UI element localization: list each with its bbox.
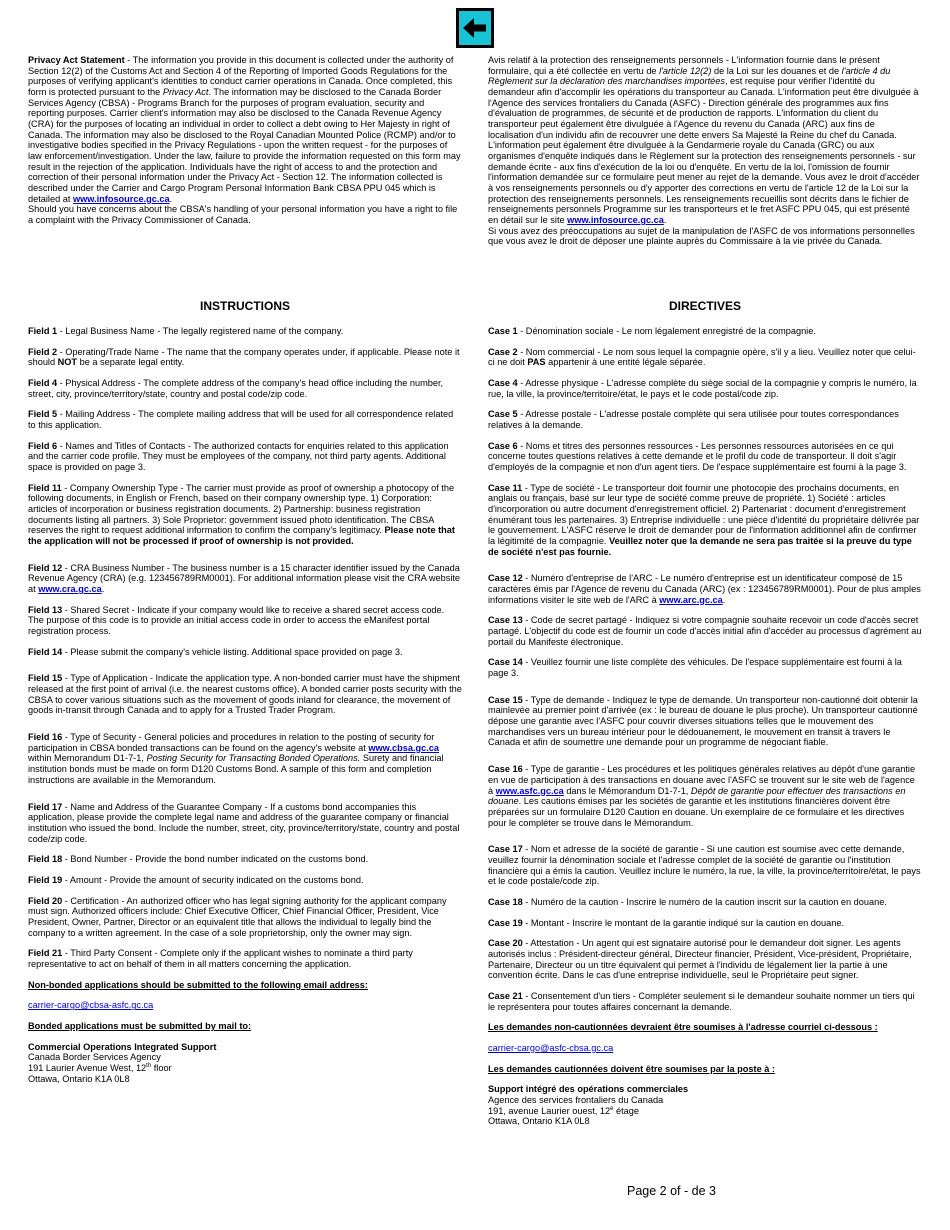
- field-13-instruction: [28, 605, 462, 637]
- address-line-2: Canada Border Services Agency: [28, 1052, 161, 1063]
- field-label: Field 14: [28, 646, 63, 657]
- field-20-instruction: [28, 896, 462, 939]
- address-line-4: Ottawa, Ontario K1A 0L8: [488, 1116, 590, 1127]
- email-link[interactable]: carrier-cargo@cbsa-asfc.gc.ca: [28, 1000, 154, 1011]
- address-line-3: [28, 1063, 462, 1074]
- field-text: - Operating/Trade Name - The name that the company operates under, if applicable. Please note it should: [28, 346, 460, 368]
- field-17-instruction: [28, 802, 462, 845]
- field-text: appartenir à une entité légale séparée.: [545, 357, 706, 368]
- field-text: - Amount - Provide the amount of security indicated on the customs bond.: [62, 874, 364, 885]
- arc-link[interactable]: www.arc.gc.ca: [659, 594, 723, 605]
- back-button[interactable]: [456, 8, 494, 48]
- address-line-4: Ottawa, Ontario K1A 0L8: [28, 1073, 130, 1084]
- arrow-left-icon: [461, 15, 489, 41]
- field-label: Field 16: [28, 732, 63, 743]
- field-text: Surety and financial institution bonds must be made on form D120 Customs Bond. A sample of this form and completion instructions are available in the Memorandum.: [28, 753, 444, 785]
- mailing-address-fr: [488, 1084, 922, 1127]
- field-text: - Shared Secret - Indicate if your company would like to receive a shared secret access code. The purpose of this code is to provide an initial access code in order to access the eManifest portal registration process.: [28, 604, 445, 637]
- field-label: Field 1: [28, 326, 58, 336]
- address-line-1: Commercial Operations Integrated Support: [28, 1041, 217, 1052]
- field-text: - Company Ownership Type - The carrier must provide as proof of ownership a photocopy of the following documents, in English or French, based on their company ownership type. 1) Corporation: articles of incorporation or business registration documents. 2) Partnership: business registration documents listing all partners. 3) Sole Proprietor: government issued photo identification. The CBSA reserves the right to request additional information to confirm the company's legitimacy.: [28, 482, 455, 536]
- field-text: dans le Mémorandum D1-7-1,: [563, 785, 691, 796]
- privacy-act-name: Privacy Act: [162, 87, 209, 98]
- field-text: - Dénomination sociale - Le nom légalement enregistré de la compagnie.: [517, 326, 816, 336]
- infosource-link-fr[interactable]: www.infosource.gc.ca: [567, 215, 664, 226]
- page-number: Page 2 of - de 3: [627, 1184, 716, 1198]
- field-label: Case 1: [488, 326, 518, 336]
- case-20-directive: [488, 938, 922, 981]
- field-text: .: [101, 584, 105, 595]
- field-label: Field 12: [28, 562, 63, 573]
- field-text: - Type of Application - Indicate the application type. A non-bonded carrier must have the shipment released at the first point of arrival (i.e. the nearest customs office). A bonded carrier posts security with the CBSA to cover various situations such as the movement of goods inland for clearance, the movement of goods in-transit through Canada and to apply for a Trusted Trader Program.: [28, 673, 462, 716]
- case-11-directive: [488, 483, 922, 558]
- field-label: Case 15: [488, 694, 523, 705]
- field-16-instruction: [28, 732, 462, 785]
- case-15-directive: [488, 695, 922, 748]
- field-text: - Third Party Consent - Complete only if the applicant wishes to nominate a third party representative to act on behalf of them in all matters concerning the application.: [28, 948, 413, 969]
- field-text: - Type de société - Le transporteur doit fournir une photocopie des prochains documents, en anglais ou français, basé sur leur type de société comme preuve de propriété. 1) Société : articles d'incorporation ou autre document d'enregistrement officiel. 2) Partenariat : document d'enregistrement énumérant tous les partenaires. 3) Entreprise individuelle : une pièce d'identité du propriétaire délivrée par le gouvernement. L'ASFC réserve le droit de demander pour de l'information additionnel afin de confirmer la légitimité de la compagnie.: [488, 482, 920, 547]
- privacy-article: l'article 4 du Règlement sur la déclaration des marchandises importées: [488, 65, 891, 87]
- field-label: Case 11: [488, 482, 523, 493]
- privacy-text: . The information may be disclosed to the Canada Border Services Agency (CBSA) - Programs Branch for the purposes of program evaluation, security and reporting purposes. Carrier client's information may also be disclosed to the Canada Revenue Agency (CRA) for the purposes of locating an individual in order to collect a debt owing to Her Majesty in right of Canada. The information may also be disclosed to the Royal Canadian Mounted Police (RCMP) and/or to investigative bodies specified in the Privacy Regulations - upon the written request - for the purposes of law enforcement/investigation. Under the law, failure to provide the information requested on this form may result in the rejection of the application. Individuals have the right of access to and the protection and correction of their personal information under the Privacy Act - Section 12. The information collected is described under the Carrier and Cargo Program Personal Information Bank CBSA PPU 045 which is detailed at: [28, 87, 461, 204]
- field-emphasis: NOT: [57, 357, 78, 368]
- field-text: - Numéro de la caution - Inscrire le numéro de la caution inscrit sur la caution en douane.: [522, 896, 887, 907]
- field-text: - CRA Business Number - The business number is a 15 character identifier issued by the Canada Revenue Agency (CRA) (e.g. 123456789RM0001). For additional information please visit the CRA website at: [28, 562, 461, 595]
- field-2-instruction: [28, 347, 462, 368]
- field-text: be a separate legal entity.: [77, 357, 185, 368]
- privacy-text: , est requise pour vérifier l'identité du demandeur afin d'accomplir les opérations du transporteur au Canada. L'information peut être divulguée à l'Agence des services frontaliers du Canada (ASFC) - Direction générale des programmes aux fins d'évaluation de programmes, de sécurité et de production de rapports. L'information du client du transporteur peut également être divulguée à l'Agence du revenu du Canada (ARC) aux fins de localisation d'un individu afin de recouvrer une dette envers Sa Majesté la Reine du chef du Canada. L'information peut également être divulguée à la Gendarmerie royale du Canada (GRC) ou aux organismes d'enquête indiqués dans le Règlement sur la protection des renseignements personnels - sur demande écrite - aux fins d'exécution de la loi ou d'enquête. En vertu de la loi, l'omission de fournir l'information demandée sur ce formulaire peut mener au rejet de la demande. Vous avez le droit d'accéder à vos renseignements personnels ou d'y apporter des corrections en vertu de l'article 12 de la Loi sur la protection des renseignements personnels. Les renseignements recueillis sont décrits dans le fichier de renseignements personnels Programme sur les transporteurs et le fret ASFC PPU 045, qui est présenté en détail sur le site: [488, 76, 920, 226]
- field-label: Case 19: [488, 917, 523, 928]
- privacy-text: .: [663, 215, 667, 226]
- field-text: - Legal Business Name - The legally registered name of the company.: [57, 326, 344, 336]
- field-label: Field 21: [28, 948, 63, 959]
- field-text: within Memorandum D1-7-1,: [28, 753, 147, 764]
- field-label: Case 4: [488, 378, 518, 389]
- case-12-directive: [488, 573, 922, 605]
- case-18-directive: [488, 897, 922, 908]
- field-label: Case 21: [488, 990, 523, 1001]
- privacy-paragraph-fr: [488, 55, 922, 226]
- field-label: Field 11: [28, 482, 62, 493]
- field-label: Field 17: [28, 801, 63, 812]
- field-label: Case 12: [488, 573, 523, 584]
- privacy-complaint-fr: Si vous avez des préoccupations au sujet de la manipulation de l'ASFC de vos informations personnelles que vous avez le droit de déposer une plainte auprès du Commissaire à la vie privée du Canada.: [488, 225, 915, 247]
- nonbonded-heading: Non-bonded applications should be submitted to the following email address:: [28, 979, 368, 990]
- case-4-directive: [488, 378, 922, 399]
- address-sup: th: [146, 1062, 152, 1069]
- instructions-en: [28, 326, 462, 1084]
- email-link-fr[interactable]: carrier-cargo@asfc-cbsa.gc.ca: [488, 1042, 614, 1053]
- address-floor: floor: [151, 1062, 172, 1073]
- field-text: - Consentement d'un tiers - Compléter seulement si le demandeur souhaite nommer un tiers qui le représentera pour toutes affaires concernant la demande.: [488, 990, 915, 1012]
- mailing-address: [28, 1042, 462, 1085]
- field-14-instruction: [28, 647, 462, 658]
- field-text: - Type de garantie - Les procédures et les politiques générales relatives au dépôt d'une garantie en vue de participation à des transactions en douane avec l'ASFC se trouvent sur le site web de l'agence à: [488, 764, 916, 796]
- field-label: Case 14: [488, 657, 523, 668]
- field-emphasis: Veuillez noter que la demande ne sera pas traitée si la preuve du type de société n'est pas fournie.: [488, 536, 912, 557]
- case-5-directive: [488, 409, 922, 430]
- field-text: - Type de demande - Indiquez le type de demande. Un transporteur non-cautionné doit obtenir la mainlevée au premier point d'arrivée (ex : le bureau de douane le plus proche). Un transporteur cautionné dépose une garantie avec l'ASFC pour couvrir diverses situations telles que le mouvement des marchandises vers un bureau intérieur pour le dédouanement, le mouvement en transit à travers le Canada et afin de soumettre une demande pour un programme de négociant fiable.: [488, 694, 918, 748]
- field-text: - Veuillez fournir une liste complète des véhicules. De l'espace supplémentaire est fourni à la page 3.: [488, 657, 902, 679]
- field-text: - Names and Titles of Contacts - The authorized contacts for enquiries related to this application and the carrier code profile. They must be employees of the company, not third party agents. Additional space is provided on page 3.: [28, 440, 449, 473]
- field-label: Case 2: [488, 346, 518, 357]
- privacy-statement-fr: [488, 55, 922, 247]
- field-label: Case 5: [488, 409, 518, 420]
- field-12-instruction: [28, 563, 462, 595]
- case-19-directive: [488, 918, 922, 929]
- address-street: 191, avenue Laurier ouest, 12: [488, 1105, 611, 1116]
- field-label: Field 2: [28, 346, 58, 357]
- privacy-text: Avis relatif à la protection des renseignements personnels - L'information fournie dans le présent formulaire, qui a été collectée en vertu de: [488, 55, 880, 76]
- privacy-complaint-en: Should you have concerns about the CBSA's handling of your personal information you have a right to file a complaint with the Privacy Commissioner of Canada.: [28, 204, 458, 226]
- field-15-instruction: [28, 673, 462, 716]
- address-line-2: Agence des services frontaliers du Canada: [488, 1094, 664, 1105]
- address-floor: étage: [613, 1105, 639, 1116]
- field-text: - Nom et adresse de la société de garantie - Si une caution est soumise avec cette demande, veuillez fournir la dénomination sociale et l'adresse complet de la société de garantie ou l'institution financière qui a émis la caution. Veuillez inclure le numéro, la rue, la ville, la province/territoire/état, le pays et le code postale/code zip.: [488, 844, 921, 887]
- case-1-directive: [488, 326, 922, 337]
- field-text: - Numéro d'entreprise de l'ARC - Le numéro d'entreprise est un identificateur composé de 15 caractères émis par l'Agence de revenu du Canada (ARC) (ex : 123456789RM0001). Pour de plus amples informations visiter le site web de l'ARC à: [488, 573, 921, 605]
- cra-link[interactable]: www.cra.gc.ca: [38, 584, 102, 595]
- privacy-text: de la Loi sur les douanes et de: [711, 65, 842, 76]
- privacy-article: l'article 12(2): [659, 65, 712, 76]
- field-text: .: [722, 594, 726, 605]
- privacy-paragraph-en: [28, 55, 462, 204]
- field-text: - Montant - Inscrire le montant de la garantie indiqué sur la caution en douane.: [522, 917, 844, 928]
- field-text: - Type of Security - General policies and procedures in relation to the posting of security for participation in CBSA bonded transactions can be found on the agency's website at: [28, 732, 435, 753]
- field-text: - Noms et titres des personnes ressources - Les personnes ressources autorisées en ce qui concerne toutes questions relatives à cette demande et le profil du code de transporteur. Il doit s'agir d'employés de la compagnie et non d'un agent tiers. De l'espace supplémentaire est fourni à la page 3.: [488, 440, 907, 473]
- case-21-directive: [488, 991, 922, 1012]
- field-label: Case 20: [488, 938, 523, 949]
- address-line-3: [488, 1106, 922, 1117]
- field-label: Case 16: [488, 764, 523, 775]
- field-label: Case 6: [488, 440, 518, 451]
- directives-heading: DIRECTIVES: [668, 299, 741, 313]
- infosource-link[interactable]: www.infosource.gc.ca: [72, 193, 170, 204]
- field-label: Field 18: [28, 854, 63, 865]
- field-text: - Code de secret partagé - Indiquez si votre compagnie souhaite recevoir un code d'accès secret partagé. L'objectif du code est de fournir un code d'accès initial afin d'accéder au processus d'agrément au portail du Manifeste électronique.: [488, 615, 922, 647]
- field-text: . Les cautions émises par les sociétés de garantie et les institutions financières doivent être préparées sur un formulaire D120 Caution en douane. Un exemplaire de ce formulaire et les directives pour le compléter se trouve dans le Mémorandum.: [488, 796, 905, 828]
- field-emphasis: PAS: [527, 357, 546, 368]
- field-label: Field 13: [28, 604, 63, 615]
- field-text: - Nom commercial - Le nom sous lequel la compagnie opère, s'il y a lieu. Veuillez noter que celui-ci ne doit: [488, 346, 916, 368]
- privacy-text: .: [169, 193, 173, 204]
- field-label: Field 19: [28, 874, 63, 885]
- case-13-directive: [488, 615, 922, 647]
- field-label: Case 18: [488, 896, 523, 907]
- field-19-instruction: [28, 875, 462, 886]
- field-label: Field 20: [28, 895, 63, 906]
- field-text: - Please submit the company's vehicle listing. Additional space provided on page 3.: [62, 646, 403, 657]
- case-2-directive: [488, 347, 922, 368]
- asfc-link[interactable]: www.asfc.gc.ca: [495, 785, 564, 796]
- field-label: Field 4: [28, 378, 58, 389]
- field-text: - Bond Number - Provide the bond number indicated on the customs bond.: [62, 854, 369, 865]
- field-text: - Certification - An authorized officer who has legal signing authority for the applicant company must sign. Authorized officers include: Chief Executive Officer, Chief Financial Officer, President, Vice President, Owner, Partner, Director or an equivalent title that allows the individual to legally bind the company to a written agreement. In the case of a sole proprietorship, only the owner may sign.: [28, 895, 447, 938]
- field-18-instruction: [28, 854, 462, 865]
- field-label: Field 5: [28, 409, 58, 420]
- bonded-heading: Bonded applications must be submitted by mail to:: [28, 1020, 252, 1031]
- back-button-face: [459, 11, 491, 45]
- case-16-directive: [488, 764, 922, 828]
- cbsa-link[interactable]: www.cbsa.gc.ca: [368, 742, 440, 753]
- field-4-instruction: [28, 378, 462, 399]
- privacy-statement-en: [28, 55, 462, 226]
- directives-fr: [488, 326, 922, 1127]
- case-14-directive: [488, 657, 922, 678]
- field-label: Field 6: [28, 440, 58, 451]
- field-5-instruction: [28, 409, 462, 430]
- case-6-directive: [488, 441, 922, 473]
- field-text: - Name and Address of the Guarantee Company - If a customs bond accompanies this application, please provide the complete legal name and address of the guarantee company or financial institution who issued the bond. Include the number, street, city, province/territory/state, country and postal code/zip code.: [28, 801, 460, 844]
- address-street: 191 Laurier Avenue West, 12: [28, 1062, 147, 1073]
- field-text: - Adresse postale - L'adresse postale complète qui sera utilisée pour toutes correspondances relatives à la demande.: [488, 409, 899, 431]
- field-label: Case 13: [488, 615, 523, 626]
- field-text: - Mailing Address - The complete mailing address that will be used for all correspondence related to this application.: [28, 409, 454, 431]
- memorandum-title: Dépôt de garantie pour effectuer des transactions en douane: [488, 785, 906, 807]
- field-21-instruction: [28, 948, 462, 969]
- field-label: Field 15: [28, 673, 63, 684]
- nonbonded-heading-fr: Les demandes non-cautionnées devraient être soumises à l'adresse courriel ci-dessous :: [488, 1022, 878, 1033]
- privacy-title: Privacy Act Statement: [28, 55, 125, 65]
- bonded-heading-fr: Les demandes cautionnées doivent être soumises par la poste à :: [488, 1063, 775, 1074]
- privacy-text: - The information you provide in this document is collected under the authority of Section 12(2) of the Customs Act and Section 4 of the Reporting of Imported Goods Regulations for the purposes of verifying applicant's identities to conduct carrier operations in Canada. Once completed, this form is protected pursuant to the: [28, 55, 454, 98]
- address-line-1: Support intégré des opérations commerciales: [488, 1084, 689, 1095]
- case-17-directive: [488, 844, 922, 887]
- field-6-instruction: [28, 441, 462, 473]
- field-11-instruction: [28, 483, 462, 547]
- instructions-heading: INSTRUCTIONS: [200, 299, 290, 313]
- memorandum-title: Posting Security for Transacting Bonded Operations.: [146, 753, 361, 764]
- field-text: - Physical Address - The complete address of the company's head office including the number, street, city, province/territory/state, country and postal code/zip code.: [28, 378, 444, 399]
- field-text: - Adresse physique - L'adresse complète du siège social de la compagnie y compris le numéro, la rue, la ville, la province/territoire/état, le pays et le code postal/code zip.: [488, 378, 917, 399]
- address-sup: e: [610, 1105, 614, 1112]
- field-emphasis: Please note that the application will not be processed if proof of ownership is not provided.: [28, 525, 455, 547]
- field-1-instruction: [28, 326, 462, 337]
- field-text: - Attestation - Un agent qui est signataire autorisé pour le demandeur doit signer. Les agents autorisés inclus : Président-directeur général, Directeur financier, Président, Vice-président, Propriétaire, Partenaire, Directeur ou un titre équivalent qui permet à l'individu de légalement lier la partie à une convention écrite. Dans le cas d'une entreprise individuelle, seul le Propriétaire peut signer.: [488, 938, 912, 981]
- field-label: Case 17: [488, 844, 523, 855]
